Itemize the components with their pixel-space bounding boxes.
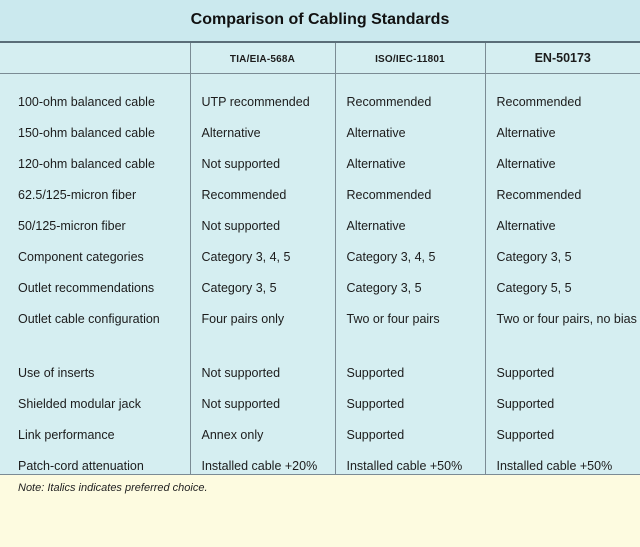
comparison-table [0,43,640,482]
row-label: 120-ohm balanced cable [0,148,190,179]
cell-tia: UTP recommended [190,86,335,117]
cell-iso: Category 3, 5 [335,272,485,303]
note-divider [0,474,640,475]
cell-iso: Installed cable +50% [335,450,485,482]
cell-iso: Alternative [335,148,485,179]
row-label: Use of inserts [0,357,190,388]
cell-iso: Recommended [335,86,485,117]
cell-en: Alternative [496,156,556,171]
cell-tia: Not supported [190,210,335,241]
row-label: Component categories [0,241,190,272]
cell-en: Supported [496,396,555,411]
row-label: Link performance [0,419,190,450]
cell-en: Recommended [496,94,582,109]
table-row [0,148,640,179]
cell-iso: Supported [335,357,485,388]
cell-tia: Annex only [190,419,335,450]
header-row [0,43,640,74]
table-row [0,419,640,450]
row-label: 150-ohm balanced cable [0,117,190,148]
table-row [0,117,640,148]
cell-iso: Supported [335,419,485,450]
cell-en: Installed cable +50% [496,459,613,473]
cell-en: Category 5, 5 [496,280,572,295]
spacer-row [0,74,640,87]
table-title: Comparison of Cabling Standards [0,0,640,42]
cell-tia: Not supported [190,148,335,179]
table-row [0,179,640,210]
cell-iso: Category 3, 4, 5 [335,241,485,272]
cell-tia: Installed cable +20% [190,450,335,482]
header-iso-label: ISO/IEC-11801 [375,54,445,65]
table-row [0,210,640,241]
cell-tia: Recommended [190,179,335,210]
bottom-band [0,510,640,547]
cell-tia: Alternative [190,117,335,148]
cell-en: Alternative [496,125,556,140]
cell-en: Supported [496,427,555,442]
cell-iso: Recommended [335,179,485,210]
row-label: 50/125-micron fiber [0,210,190,241]
row-label: Patch-cord attenuation [0,450,190,482]
cell-tia: Not supported [190,357,335,388]
cell-iso: Alternative [335,117,485,148]
header-cell-tia [190,43,335,74]
header-cell-blank [0,43,190,74]
row-label: 100-ohm balanced cable [0,86,190,117]
row-label: Shielded modular jack [0,388,190,419]
cell-en: Category 3, 5 [496,249,572,264]
table-row [0,241,640,272]
cell-en: Supported [496,365,555,380]
header-cell-iso [335,43,485,74]
table-row [0,388,640,419]
row-label: Outlet cable configuration [0,303,190,357]
table-row [0,272,640,303]
comparison-table-container [0,43,640,475]
row-label: 62.5/125-micron fiber [0,179,190,210]
cell-tia: Four pairs only [190,303,335,357]
table-row [0,303,640,357]
header-cell-en: EN-50173 [485,43,640,74]
cell-en: Alternative [496,218,556,233]
cell-tia: Category 3, 5 [190,272,335,303]
table-row [0,86,640,117]
cell-iso: Two or four pairs [335,303,485,357]
table-note: Note: Italics indicates preferred choice. [18,482,208,494]
cell-en: Recommended [496,187,582,202]
table-row [0,357,640,388]
cell-tia: Category 3, 4, 5 [190,241,335,272]
cell-iso: Alternative [335,210,485,241]
cell-en: Two or four pairs, no bias [496,312,637,326]
header-tia-label: TIA/EIA-568A [229,54,296,65]
row-label: Outlet recommendations [0,272,190,303]
cell-tia: Not supported [190,388,335,419]
cell-iso: Supported [335,388,485,419]
